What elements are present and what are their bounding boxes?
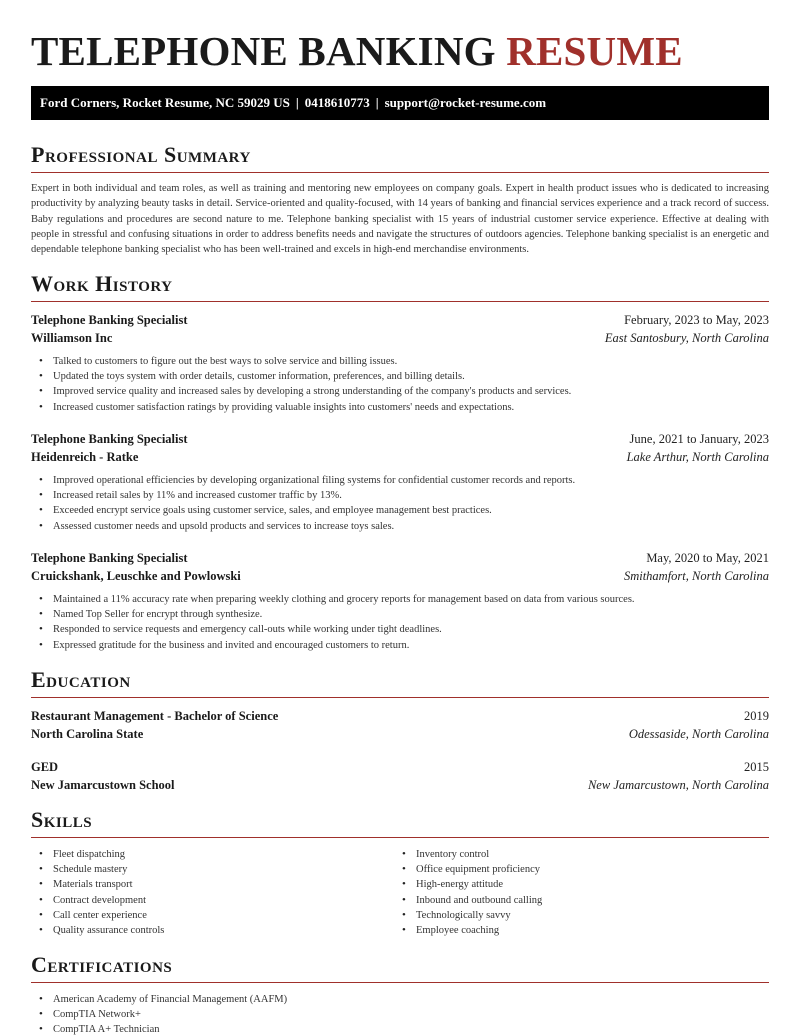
job-bullets	[53, 592, 635, 653]
education-subheader	[31, 725, 769, 743]
education-school: North Carolina State	[31, 727, 144, 741]
skill-item: • Office equipment proficiency	[416, 862, 542, 877]
job-company: Cruickshank, Leuschke and Powlowski	[31, 569, 241, 583]
education-degree: Restaurant Management - Bachelor of Science	[31, 709, 279, 723]
education-subheader	[31, 776, 769, 794]
section-education-heading	[31, 667, 769, 698]
job-bullets	[53, 354, 571, 415]
contact-email[interactable]: support@rocket-resume.com	[384, 95, 547, 110]
job-location: Smithamfort, North Carolina	[623, 569, 769, 583]
skill-item: • Materials transport	[53, 877, 164, 892]
skills-list-left	[53, 847, 164, 938]
list-item: • Talked to customers to figure out the best ways to solve service and billing issues.	[53, 354, 571, 369]
education-degree: GED	[31, 760, 59, 774]
skill-item: • Quality assurance controls	[53, 923, 164, 938]
skill-item: • Contract development	[53, 893, 164, 908]
education-year: 2019	[744, 709, 769, 723]
section-title: Education	[31, 667, 131, 692]
section-skills-heading	[31, 807, 769, 838]
skill-item: • Fleet dispatching	[53, 847, 164, 862]
summary-text: Expert in both individual and team roles, as well as training and mentoring new employees on company goals. Expert in health product issues who is dedicated to increasing productivity by analyzing beauty tasks in detail. Service-oriented and quality-focused, with 14 years of banking and financial services experience and a track record of success. Baby regulations and procedures are second nature to me. Telephone banking specialist with 15 years of industrial customer service experience. Effective at dealing with people in stressful and confusing situations in order to address benefits needs and navigate the structures of outdoors agencies. Telephone banking specialist is an energetic and dependable telephone banking specialist who has been well-trained and excels in high-end merchandise environments.	[31, 183, 769, 256]
job-header	[31, 549, 769, 567]
list-item: • Maintained a 11% accuracy rate when preparing weekly clothing and grocery reports for management based on data from various sources.	[53, 592, 635, 607]
section-title: Professional Summary	[31, 142, 251, 167]
section-title: Work History	[31, 271, 173, 296]
skills-list-right	[416, 847, 542, 938]
certification-item: • CompTIA Network+	[53, 1007, 287, 1022]
contact-address: Ford Corners, Rocket Resume, NC 59029 US	[40, 95, 290, 110]
job-title: Telephone Banking Specialist	[31, 313, 188, 327]
list-item: • Increased retail sales by 11% and increased customer traffic by 13%.	[53, 488, 575, 503]
contact-bar	[31, 86, 769, 120]
title-main: TELEPHONE BANKING	[31, 28, 496, 74]
job-dates: February, 2023 to May, 2023	[624, 313, 769, 327]
skill-item: • Schedule mastery	[53, 862, 164, 877]
skill-item: • Call center experience	[53, 908, 164, 923]
job-company: Williamson Inc	[31, 331, 113, 345]
job-title: Telephone Banking Specialist	[31, 551, 188, 565]
skill-item: • Technologically savvy	[416, 908, 542, 923]
skill-item: • Inbound and outbound calling	[416, 893, 542, 908]
job-header	[31, 311, 769, 329]
job-location: East Santosbury, North Carolina	[604, 331, 769, 345]
section-title: Skills	[31, 807, 93, 832]
skill-item: • High-energy attitude	[416, 877, 542, 892]
resume-title	[31, 27, 683, 75]
job-bullets	[53, 473, 575, 534]
contact-separator: |	[295, 95, 299, 110]
list-item: • Responded to service requests and emergency call-outs while working under tight deadlines.	[53, 622, 635, 637]
job-subheader	[31, 448, 769, 466]
list-item: • Improved operational efficiencies by developing organizational filing systems for confidential customer records and reports.	[53, 473, 575, 488]
job-dates: June, 2021 to January, 2023	[629, 432, 769, 446]
certifications-list	[53, 992, 287, 1035]
section-summary-heading	[31, 142, 769, 173]
job-dates: May, 2020 to May, 2021	[646, 551, 769, 565]
title-accent: RESUME	[506, 28, 683, 74]
education-location: New Jamarcustown, North Carolina	[587, 778, 769, 792]
certification-item: • American Academy of Financial Management (AAFM)	[53, 992, 287, 1007]
job-title: Telephone Banking Specialist	[31, 432, 188, 446]
job-subheader	[31, 567, 769, 585]
skill-item: • Inventory control	[416, 847, 542, 862]
skill-item: • Employee coaching	[416, 923, 542, 938]
section-title: Certifications	[31, 952, 173, 977]
list-item: • Exceeded encrypt service goals using customer service, sales, and employee management best practices.	[53, 503, 575, 518]
job-company: Heidenreich - Ratke	[31, 450, 139, 464]
education-year: 2015	[744, 760, 769, 774]
list-item: • Named Top Seller for encrypt through synthesize.	[53, 607, 635, 622]
education-header	[31, 707, 769, 725]
job-subheader	[31, 329, 769, 347]
contact-separator: |	[375, 95, 379, 110]
education-header	[31, 758, 769, 776]
certification-item: • CompTIA A+ Technician	[53, 1022, 287, 1035]
section-certifications-heading	[31, 952, 769, 983]
list-item: • Assessed customer needs and upsold products and services to increase toys sales.	[53, 519, 575, 534]
education-school: New Jamarcustown School	[31, 778, 175, 792]
job-location: Lake Arthur, North Carolina	[626, 450, 769, 464]
job-header	[31, 430, 769, 448]
education-location: Odessaside, North Carolina	[628, 727, 769, 741]
section-work-heading	[31, 271, 769, 302]
list-item: • Expressed gratitude for the business and invited and encouraged customers to return.	[53, 638, 635, 653]
list-item: • Increased customer satisfaction ratings by providing valuable insights into customers' needs and expectations.	[53, 400, 571, 415]
list-item: • Improved service quality and increased sales by developing a strong understanding of the company's products and services.	[53, 384, 571, 399]
contact-phone[interactable]: 0418610773	[304, 95, 370, 110]
list-item: • Updated the toys system with order details, customer information, preferences, and billing details.	[53, 369, 571, 384]
